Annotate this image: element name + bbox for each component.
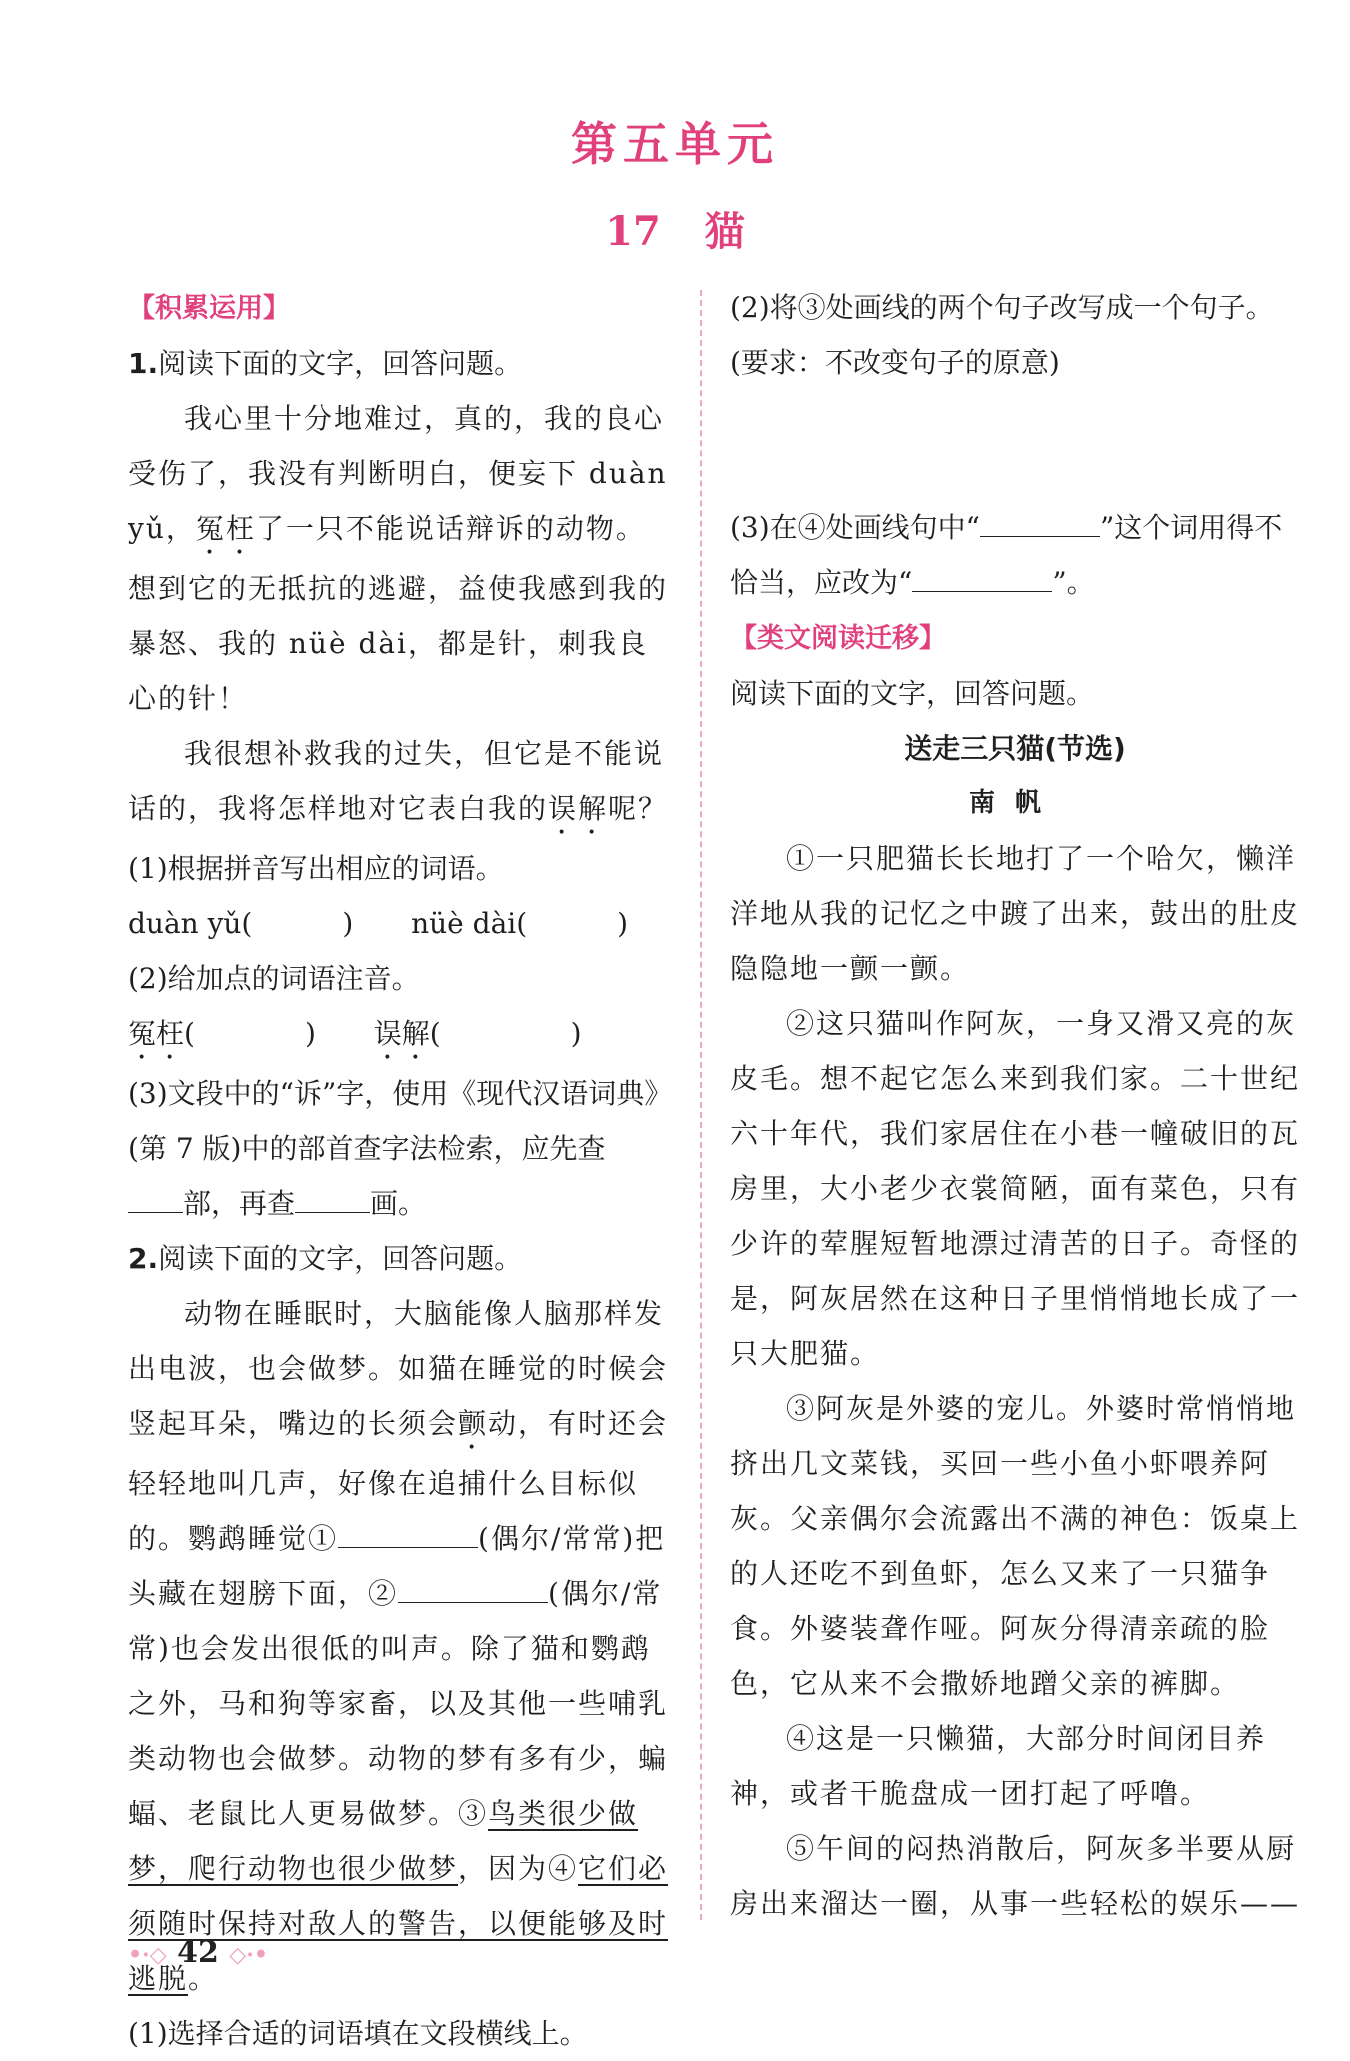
section-tag-accumulate: 【积累运用】 [128, 293, 290, 324]
right-column [730, 280, 1300, 1931]
q1-sub3: (3)文段中的“诉”字，使用《现代汉语词典》(第 7 版)中的部首查字法检索，应先查 部，再查 画。 [128, 1077, 673, 1220]
answer-area-sub2[interactable] [730, 390, 1300, 500]
lesson-title [0, 200, 1350, 257]
dotted-char-wang: 枉 [225, 512, 256, 545]
q2-passage: 动物在睡眠时，大脑能像人脑那样发出电波，也会做梦。如猫在睡觉的时候会竖起耳朵，嘴边的长须会颤动，有时还会轻轻地叫几声，好像在追捕什么目标似的。鹦鹉睡觉① (偶尔/常常)把头藏在翅膀下面，② (偶尔/常常)也会发出很低的叫声。除了猫和鹦鹉之外，马和狗等家畜，以及其他一些哺乳类动物也会做梦。动物的梦有多有少，蝙蝠、老鼠比人更易做梦。③鸟类很少做梦，爬行动物也很少做梦，因为④它们必须随时保持对敌人的警告，以便能够及时逃脱。 [128, 1297, 669, 1995]
q1-passage-2: 我很想补救我的过失，但它是不能说话的，我将怎样地对它表白我的误解呢？ [128, 737, 669, 825]
article-paragraph-2: ②这只猫叫作阿灰，一身又滑又亮的灰皮毛。想不起它怎么来到我们家。二十世纪六十年代，我们家居住在小巷一幢破旧的瓦房里，大小老少衣裳简陋，面有菜色，只有少许的荤腥短暂地漂过清苦的日子。奇怪的是，阿灰居然在这种日子里悄悄地长成了一只大肥猫。 [730, 1007, 1301, 1370]
underlined-sentence-4: 它们必须随时保持对敌人的警告，以便能够及时逃脱 [128, 1852, 669, 1995]
q1-pinyin-answers: duàn yǔ( ) nüè dài( ) [128, 907, 629, 940]
reading-prompt: 阅读下面的文字，回答问题。 [730, 677, 1095, 710]
article-paragraph-5: ⑤午间的闷热消散后，阿灰多半要从厨房出来溜达一圈，从事一些轻松的娱乐—— [730, 1832, 1301, 1920]
article-author: 南帆 [968, 788, 1061, 818]
blank-1[interactable] [338, 1517, 478, 1548]
article-paragraph-1: ①一只肥猫长长地打了一个哈欠，懒洋洋地从我的记忆之中踱了出来，鼓出的肚皮隐隐地一颤一颤。 [730, 842, 1301, 985]
underlined-sentence-3: 鸟类很少做梦，爬行动物也很少做梦 [128, 1797, 639, 1885]
left-column [128, 280, 673, 2061]
dotted-word-wujie: 误解 [548, 792, 609, 825]
q1-sub2: (2)给加点的词语注音。 [128, 962, 420, 995]
column-divider [700, 290, 702, 1920]
article-paragraph-3: ③阿灰是外婆的宠儿。外婆时常悄悄地挤出几文菜钱，买回一些小鱼小虾喂养阿灰。父亲偶尔会流露出不满的神色：饭桌上的人还吃不到鱼虾，怎么又来了一只猫争食。外婆装聋作哑。阿灰分得清亲疏的脸色，它从来不会撒娇地蹭父亲的裤脚。 [730, 1392, 1301, 1700]
blank-radical[interactable] [128, 1182, 183, 1213]
blank-correct-word[interactable] [912, 561, 1052, 592]
blank-strokes[interactable] [295, 1182, 370, 1213]
dotted-char-chan: 颤 [458, 1407, 489, 1440]
ornament-left: •·◇ [128, 1942, 167, 1968]
q2-sub3: (3)在④处画线句中“ ”这个词用得不恰当，应改为“ ”。 [730, 500, 1300, 610]
q2-sub2: (2)将③处画线的两个句子改写成一个句子。(要求：不改变句子的原意) [730, 291, 1274, 379]
ornament-right: ◇·• [229, 1942, 268, 1968]
article-title: 送走三只猫(节选) [904, 732, 1126, 765]
q2-sub1: (1)选择合适的词语填在文段横线上。 [128, 2017, 588, 2050]
section-tag-reading: 【类文阅读迁移】 [730, 623, 946, 654]
q1-phonetic-answers: 冤枉( ) 误解( ) [128, 1017, 582, 1050]
q1-sub1: (1)根据拼音写出相应的词语。 [128, 852, 504, 885]
q1-passage-1: 我心里十分地难过，真的，我的良心受伤了，我没有判断明白，便妄下 duàn yǔ，冤枉了一只不能说话辩诉的动物。想到它的无抵抗的逃避，益使我感到我的暴怒、我的 nüè dài，都是针，刺我良心的针！ [128, 402, 669, 715]
blank-2[interactable] [398, 1572, 548, 1603]
dotted-char-yuan: 冤 [195, 512, 226, 545]
question-1-prompt: 1.阅读下面的文字，回答问题。 [128, 347, 523, 380]
blank-wrong-word[interactable] [980, 506, 1100, 537]
article-paragraph-4: ④这是一只懒猫，大部分时间闭目养神，或者干脆盘成一团打起了呼噜。 [730, 1722, 1267, 1810]
page-number: •·◇ 42 ◇·• [128, 1935, 268, 1970]
lesson-name: 猫 [704, 208, 745, 255]
lesson-number: 17 [605, 208, 661, 255]
unit-title: 第五单元 [571, 117, 779, 171]
question-2-prompt: 2.阅读下面的文字，回答问题。 [128, 1242, 523, 1275]
